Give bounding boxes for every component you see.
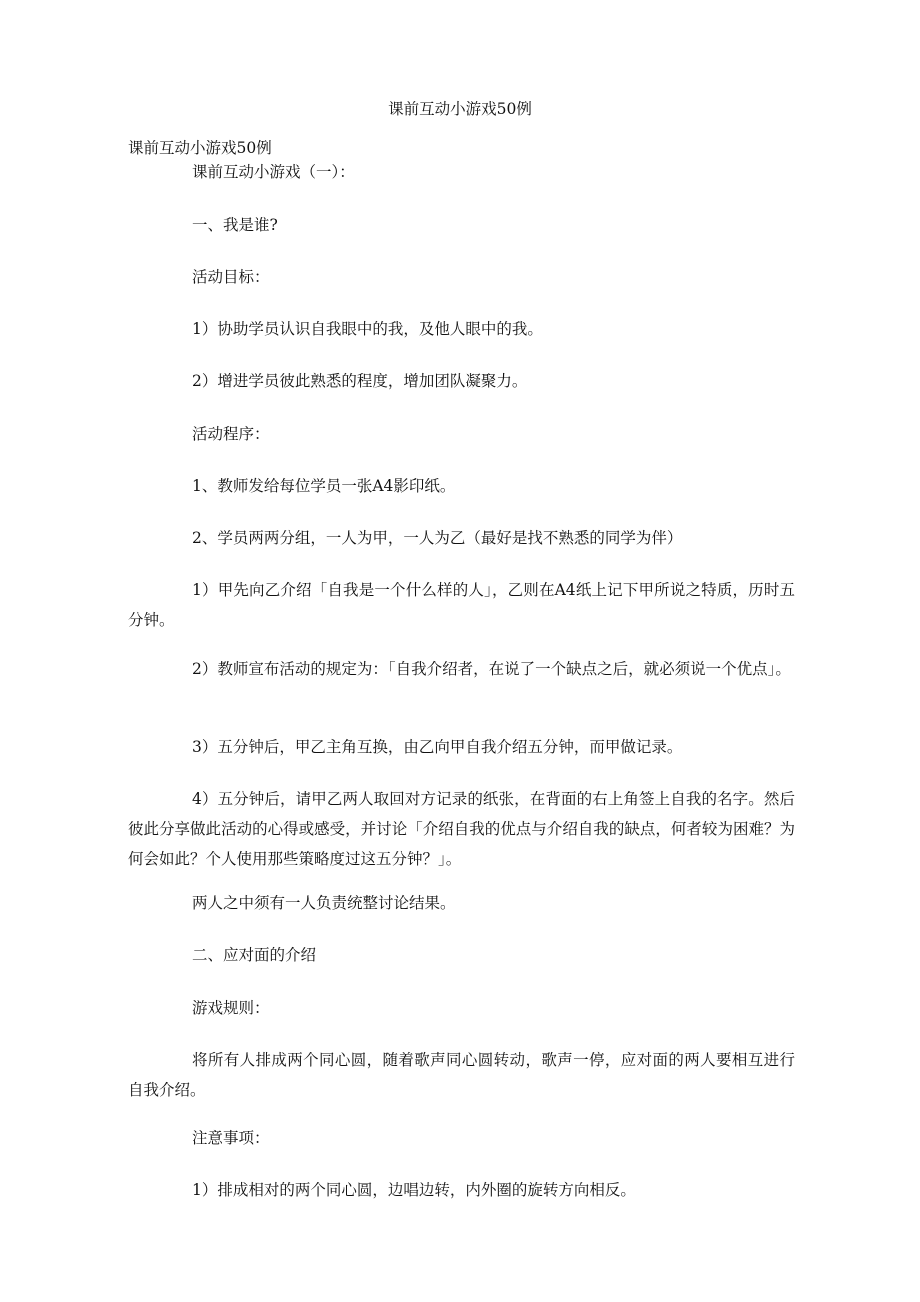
- paragraph-rules-body: 将所有人排成两个同心圆，随着歌声同心圆转动，歌声一停，应对面的两人要相互进行自我介绍。: [128, 1051, 795, 1099]
- paragraph-note-1: 1）排成相对的两个同心圆，边唱边转，内外圈的旋转方向相反。: [192, 1181, 636, 1199]
- paragraph-procedure-heading: 活动程序：: [192, 425, 270, 443]
- paragraph-goal-1: 1）协助学员认识自我眼中的我，及他人眼中的我。: [192, 320, 543, 338]
- paragraph-substep-4: 4）五分钟后，请甲乙两人取回对方记录的纸张，在背面的右上角签上自我的名字。然后彼此分享做此活动的心得或感受，并讨论「介绍自我的优点与介绍自我的缺点，何者较为困难？为何会如此？个人使用那些策略度过这五分钟？」。: [128, 790, 795, 868]
- paragraph-section-heading: 课前互动小游戏（一）：: [192, 163, 355, 181]
- document-subtitle: 课前互动小游戏50例: [128, 139, 272, 157]
- paragraph-substep-1: 1）甲先向乙介绍「自我是一个什么样的人」，乙则在A4纸上记下甲所说之特质，历时五分钟。: [128, 581, 795, 629]
- paragraph-game-two-title: 二、应对面的介绍: [192, 946, 317, 964]
- paragraph-goal-2: 2）增进学员彼此熟悉的程度，增加团队凝聚力。: [192, 372, 528, 390]
- paragraph-substep-2: 2）教师宣布活动的规定为：「自我介绍者，在说了一个缺点之后，就必须说一个优点」。: [192, 660, 791, 678]
- paragraph-step-1: 1、教师发给每位学员一张A4影印纸。: [192, 477, 456, 495]
- paragraph-summary-note: 两人之中须有一人负责统整讨论结果。: [192, 894, 456, 912]
- paragraph-step-2: 2、学员两两分组，一人为甲，一人为乙（最好是找不熟悉的同学为伴）: [192, 529, 683, 547]
- paragraph-rules-heading: 游戏规则：: [192, 999, 270, 1017]
- paragraph-game-one-title: 一、我是谁?: [192, 216, 278, 234]
- paragraph-notes-heading: 注意事项：: [192, 1129, 270, 1147]
- document-title: 课前互动小游戏50例: [388, 100, 532, 118]
- paragraph-substep-3: 3）五分钟后，甲乙主角互换，由乙向甲自我介绍五分钟，而甲做记录。: [192, 738, 683, 756]
- paragraph-goals-heading: 活动目标：: [192, 268, 270, 286]
